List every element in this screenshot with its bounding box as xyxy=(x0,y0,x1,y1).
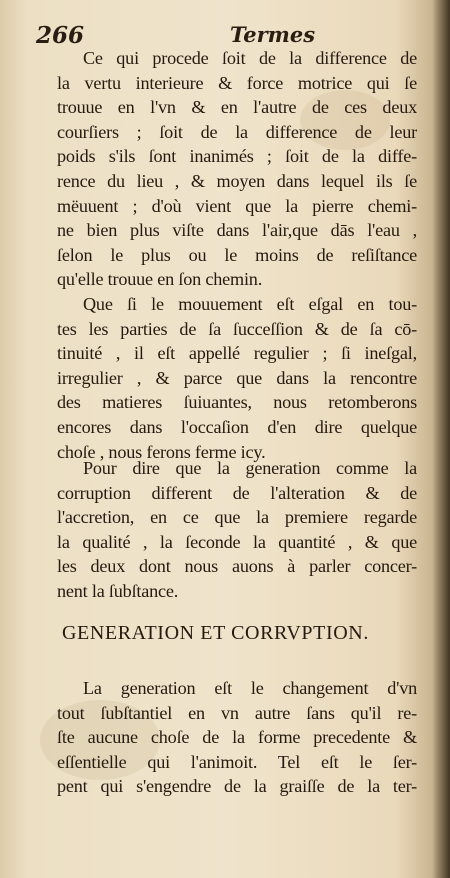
paragraph-1 xyxy=(57,46,417,292)
text-line: tes les parties de ſa ſucceſſion & de ſa cō- xyxy=(57,318,417,339)
text-line: corruption different de l'alteration & de xyxy=(57,482,417,503)
text-line: tinuité , il eſt appellé regulier ; ſi ineſgal, xyxy=(57,343,417,364)
paragraph-2 xyxy=(57,292,417,464)
text-line: qu'elle trouue en ſon chemin. xyxy=(57,269,263,290)
text-line: mëuuent ; d'où vient que la pierre chemi- xyxy=(57,195,417,216)
text-line: La generation eſt le changement d'vn xyxy=(83,678,417,698)
page-edge-shadow xyxy=(432,0,450,878)
text-line: eſſentielle qui l'animoit. Tel eſt le ſer- xyxy=(57,751,417,772)
page-number: 266 xyxy=(36,22,85,49)
text-line: irregulier , & parce que dans la rencontre xyxy=(57,367,417,388)
text-line: ſelon le plus ou le moins de reſiſtance xyxy=(57,244,417,265)
section-heading: GENERATION ET CORRVPTION. xyxy=(62,622,369,644)
text-line: rence du lieu , & moyen dans lequel ils ſe xyxy=(57,170,417,191)
text-line: ne bien plus viſte dans l'air,que dās l'eau , xyxy=(57,220,417,241)
text-line: des matieres ſuiuantes, nous retomberons xyxy=(57,392,417,413)
text-line: tout ſubſtantiel en vn autre ſans qu'il re- xyxy=(57,702,417,723)
section-paragraph xyxy=(57,676,417,799)
text-line: les deux dont nous auons à parler concer- xyxy=(57,556,417,577)
text-line: nent la ſubſtance. xyxy=(57,580,179,601)
paragraph-3 xyxy=(57,456,417,604)
text-line: Que ſi le mouuement eſt eſgal en tou- xyxy=(83,294,417,314)
text-line: Ce qui procede ſoit de la difference de xyxy=(83,48,417,68)
text-line: pent qui s'engendre de la graiſſe de la ter- xyxy=(57,776,417,797)
text-line: l'accretion, en ce que la premiere regarde xyxy=(57,507,417,528)
text-line: poids s'ils ſont inanimés ; ſoit de la diffe- xyxy=(57,146,417,167)
running-head: Termes xyxy=(230,22,316,47)
text-line: courſiers ; ſoit de la difference de leur xyxy=(57,121,417,142)
text-line: Pour dire que la generation comme la xyxy=(83,458,417,478)
text-line: la qualité , la ſeconde la quantité , & que xyxy=(57,531,417,552)
text-line: trouue en l'vn & en l'autre de ces deux xyxy=(57,97,417,118)
text-line: encores dans l'occaſion d'en dire quelque xyxy=(57,416,417,437)
text-line: la vertu interieure & force motrice qui ſe xyxy=(57,72,417,93)
text-line: ſte aucune choſe de la forme precedente & xyxy=(57,727,417,748)
text-line: choſe , nous ferons ferme icy. xyxy=(57,441,266,462)
